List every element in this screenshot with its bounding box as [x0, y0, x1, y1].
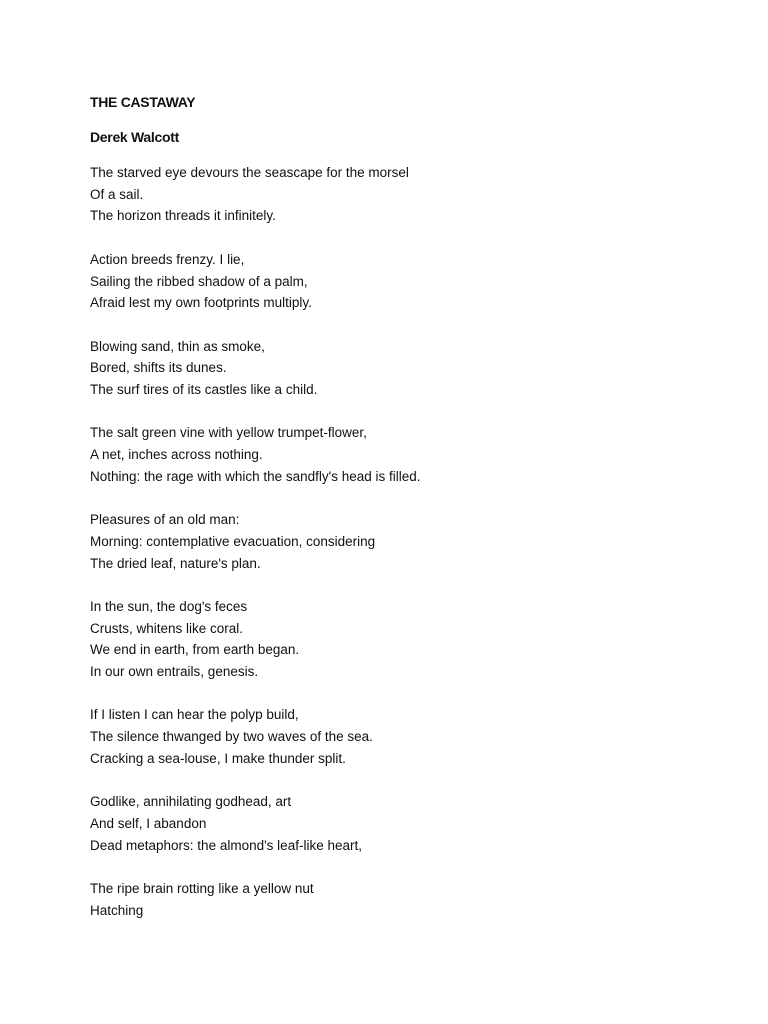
- stanza: [90, 596, 730, 683]
- poem-line: Hatching: [90, 902, 144, 918]
- poem-author: Derek Walcott: [90, 129, 179, 145]
- poem-line: The starved eye devours the seascape for the morsel: [90, 165, 409, 180]
- poem-line: A net, inches across nothing.: [90, 447, 263, 463]
- poem-body: [90, 162, 730, 921]
- poem-line: Pleasures of an old man:: [90, 512, 240, 528]
- poem-line: The ripe brain rotting like a yellow nut: [90, 881, 314, 897]
- stanza: [90, 878, 730, 921]
- poem-line: And self, I abandon: [90, 815, 207, 831]
- stanza: [90, 336, 730, 401]
- poem-title: THE CASTAWAY: [90, 94, 196, 110]
- stanza: [90, 704, 730, 769]
- poem-line: The silence thwanged by two waves of the sea.: [90, 729, 373, 745]
- poem-line: Dead metaphors: the almond's leaf-like heart,: [90, 837, 362, 853]
- document-page: [90, 92, 730, 943]
- stanza: [90, 509, 730, 574]
- poem-line: If I listen I can hear the polyp build,: [90, 707, 299, 723]
- poem-line: The horizon threads it infinitely.: [90, 208, 276, 224]
- poem-line: We end in earth, from earth began.: [90, 642, 300, 658]
- poem-line: Morning: contemplative evacuation, considering: [90, 533, 376, 549]
- stanza: [90, 162, 730, 227]
- poem-line: Nothing: the rage with which the sandfly's head is filled.: [90, 468, 421, 484]
- poem-line: The salt green vine with yellow trumpet-flower,: [90, 425, 367, 441]
- poem-line: Sailing the ribbed shadow of a palm,: [90, 273, 308, 289]
- poem-line: Action breeds frenzy. I lie,: [90, 251, 245, 267]
- poem-line: In our own entrails, genesis.: [90, 664, 259, 680]
- poem-line: Cracking a sea-louse, I make thunder split.: [90, 750, 346, 766]
- poem-line: Blowing sand, thin as smoke,: [90, 338, 265, 354]
- poem-line: The surf tires of its castles like a child.: [90, 382, 318, 397]
- poem-line: Godlike, annihilating godhead, art: [90, 794, 292, 810]
- stanza: [90, 791, 730, 856]
- poem-line: Of a sail.: [90, 186, 144, 202]
- stanza: [90, 249, 730, 314]
- stanza: [90, 422, 730, 487]
- poem-line: The dried leaf, nature's plan.: [90, 555, 261, 571]
- poem-line: Afraid lest my own footprints multiply.: [90, 295, 312, 311]
- poem-line: Bored, shifts its dunes.: [90, 360, 227, 376]
- poem-line: In the sun, the dog's feces: [90, 598, 248, 614]
- poem-line: Crusts, whitens like coral.: [90, 620, 244, 636]
